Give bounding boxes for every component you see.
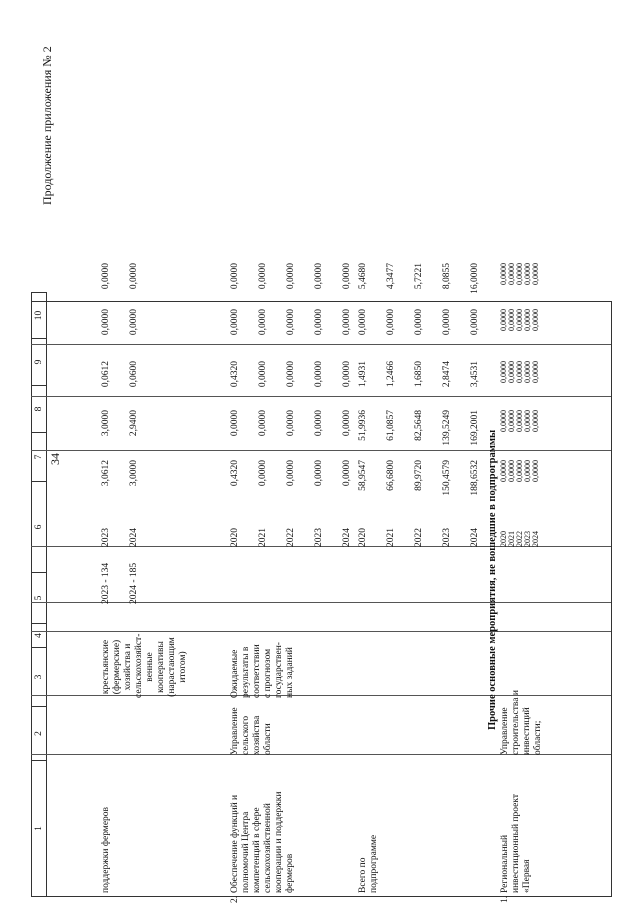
support-v8: 0,0612: [101, 361, 111, 388]
row1b-v6: 0,0000: [507, 460, 516, 482]
row1b-v7: 0,0000: [499, 410, 508, 432]
row2-v10: 0,0000: [286, 263, 296, 290]
total-year: 2024: [470, 528, 480, 547]
row1b-number: 1.: [500, 895, 510, 903]
support-v10: 0,0000: [101, 263, 111, 290]
row2-v7: 0,0000: [286, 410, 296, 437]
total-v8: 1,4931: [358, 361, 368, 388]
total-v7: 51,9936: [358, 410, 368, 441]
row1b-v6: 0,0000: [515, 460, 524, 482]
row1b-year: 2022: [515, 531, 524, 547]
row1b-v6: 0,0000: [523, 460, 532, 482]
row1b-v9: 0,0000: [523, 309, 532, 331]
total-v9: 0,0000: [470, 309, 480, 336]
row2-v8: 0,0000: [342, 361, 352, 388]
row1b-v7: 0,0000: [523, 410, 532, 432]
row2-year: 2024: [342, 528, 352, 547]
col-number: 1: [32, 761, 47, 897]
row1b-year: 2024: [531, 531, 540, 547]
row2-v8: 0,0000: [258, 361, 268, 388]
col-number: 2: [32, 707, 47, 761]
total-v7: 82,5648: [414, 410, 424, 441]
row1b-v8: 0,0000: [523, 361, 532, 383]
total-v6: 66,6800: [386, 460, 396, 491]
total-v9: 0,0000: [358, 309, 368, 336]
row2-v10: 0,0000: [314, 263, 324, 290]
row2-v8: 0,0000: [286, 361, 296, 388]
row2-v7: 0,0000: [230, 410, 240, 437]
col-number: 8: [32, 386, 47, 433]
support-year: 2024: [129, 528, 139, 547]
total-v10: 5,4680: [358, 263, 368, 290]
total-v6: 89,9720: [414, 460, 424, 491]
row2-year: 2023: [314, 528, 324, 547]
row1b-col2: Управление строительства и инвестиций области;: [500, 690, 543, 755]
total-v7: 169,2001: [470, 410, 480, 446]
support-col5-a: 2023 - 134: [101, 562, 111, 604]
row1b-v10: 0,0000: [531, 263, 540, 285]
row2-v9: 0,0000: [286, 309, 296, 336]
col-number: 4: [32, 624, 47, 648]
support-v7: 2,9400: [129, 410, 139, 437]
total-v6: 58,9547: [358, 460, 368, 491]
total-v7: 139,5249: [442, 410, 452, 446]
col-number: 3: [32, 648, 47, 707]
row1b-v9: 0,0000: [515, 309, 524, 331]
page-number: 34: [48, 453, 62, 465]
total-year: 2023: [442, 528, 452, 547]
section-title: Прочие основные мероприятия, не вошедшие в подпрограммы: [487, 429, 498, 730]
row2-v8: 0,0000: [314, 361, 324, 388]
support-v10: 0,0000: [129, 263, 139, 290]
total-col1: Всего по подпрограмме: [358, 834, 379, 893]
row2-v7: 0,0000: [258, 410, 268, 437]
total-v10: 4,3477: [386, 263, 396, 290]
row2-v9: 0,0000: [230, 309, 240, 336]
row2-v8: 0,4320: [230, 361, 240, 388]
total-v10: 16,0000: [470, 263, 480, 294]
col-number: 10: [32, 293, 47, 339]
data-table: [31, 292, 47, 897]
row1b-v10: 0,0000: [523, 263, 532, 285]
total-v10: 8,0855: [442, 263, 452, 290]
row1b-v10: 0,0000: [499, 263, 508, 285]
column-number-row: [32, 293, 47, 897]
row2-v9: 0,0000: [314, 309, 324, 336]
row2-v6: 0,0000: [314, 460, 324, 487]
row2-v7: 0,0000: [342, 410, 352, 437]
total-v8: 2,8474: [442, 361, 452, 388]
row2-v9: 0,0000: [342, 309, 352, 336]
col-number: 6: [32, 482, 47, 573]
total-v9: 0,0000: [414, 309, 424, 336]
row2-col1: Обеспечение функций и полномочий Центра компетенций в сфере сельскохозяйственной кооперации и поддержки фермеров: [230, 791, 295, 893]
row2-v6: 0,0000: [286, 460, 296, 487]
total-v8: 1,6850: [414, 361, 424, 388]
row2-v9: 0,0000: [258, 309, 268, 336]
total-year: 2020: [358, 528, 368, 547]
total-year: 2022: [414, 528, 424, 547]
support-col1: поддержки фермеров: [101, 806, 111, 893]
row1b-year: 2020: [499, 531, 508, 547]
row2-year: 2022: [286, 528, 296, 547]
support-v6: 3,0000: [129, 460, 139, 487]
row2-v10: 0,0000: [258, 263, 268, 290]
support-v9: 0,0000: [129, 309, 139, 336]
total-v6: 188,6532: [470, 460, 480, 496]
col-number: 9: [32, 339, 47, 386]
total-v8: 3,4531: [470, 361, 480, 388]
total-v7: 61,0857: [386, 410, 396, 441]
row1b-v9: 0,0000: [531, 309, 540, 331]
row1b-year: 2023: [523, 531, 532, 547]
row1b-v8: 0,0000: [531, 361, 540, 383]
total-v6: 150,4579: [442, 460, 452, 496]
row2-v6: 0,0000: [258, 460, 268, 487]
row2-col3: Ожидаемые результаты в соответствии с прогнозом государствен-ных заданий: [230, 642, 295, 698]
col-number: 5: [32, 573, 47, 624]
row1b-year: 2021: [507, 531, 516, 547]
row2-v6: 0,0000: [342, 460, 352, 487]
row2-v10: 0,0000: [230, 263, 240, 290]
row2-year: 2021: [258, 528, 268, 547]
row1b-v8: 0,0000: [515, 361, 524, 383]
row1b-v7: 0,0000: [531, 410, 540, 432]
support-v9: 0,0000: [101, 309, 111, 336]
row1b-v6: 0,0000: [531, 460, 540, 482]
row1b-v7: 0,0000: [507, 410, 516, 432]
total-v9: 0,0000: [386, 309, 396, 336]
continuation-title: Продолжение приложения № 2: [40, 46, 54, 205]
row1b-v10: 0,0000: [507, 263, 516, 285]
row2-v10: 0,0000: [342, 263, 352, 290]
row2-v6: 0,4320: [230, 460, 240, 487]
support-v6: 3,0612: [101, 460, 111, 487]
total-v8: 1,2466: [386, 361, 396, 388]
total-year: 2021: [386, 528, 396, 547]
row2-v7: 0,0000: [314, 410, 324, 437]
support-col3: крестьянские (фермерские) хозяйства и сельскохозяйст-венные кооперативы (нарастающим итогом): [101, 633, 188, 698]
row2-col2: Управление сельского хозяйства области: [230, 707, 273, 755]
support-year: 2023: [101, 528, 111, 547]
row1b-v9: 0,0000: [507, 309, 516, 331]
total-v10: 5,7221: [414, 263, 424, 290]
support-v7: 3,0000: [101, 410, 111, 437]
row1b-v6: 0,0000: [499, 460, 508, 482]
row1b-col1: Региональный инвестиционный проект «Первая: [500, 794, 532, 893]
row1b-v8: 0,0000: [507, 361, 516, 383]
row2-number: 2.: [230, 895, 240, 903]
col-number: 7: [32, 433, 47, 482]
support-v8: 0,0600: [129, 361, 139, 388]
support-col5-b: 2024 - 185: [129, 562, 139, 604]
row2-year: 2020: [230, 528, 240, 547]
row1b-v9: 0,0000: [499, 309, 508, 331]
total-v9: 0,0000: [442, 309, 452, 336]
row1b-v8: 0,0000: [499, 361, 508, 383]
row1b-v7: 0,0000: [515, 410, 524, 432]
row1b-v10: 0,0000: [515, 263, 524, 285]
